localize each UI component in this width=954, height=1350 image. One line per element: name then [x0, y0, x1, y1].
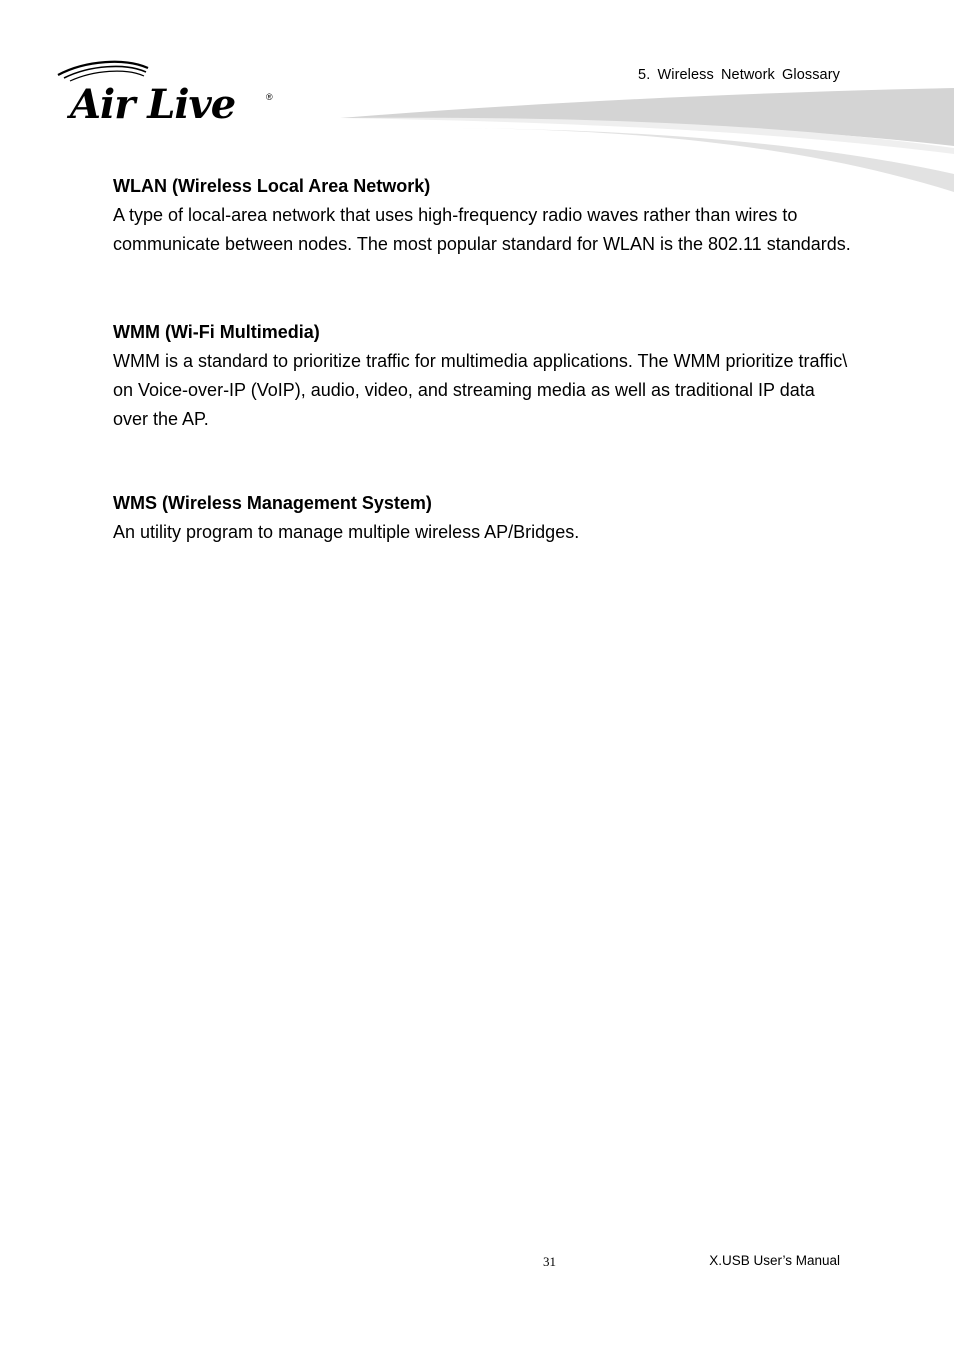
entry-body: An utility program to manage multiple wireless AP/Bridges. — [113, 522, 580, 542]
glossary-entry-wms — [113, 490, 853, 547]
entry-body: A type of local-area network that uses high-frequency radio waves rather than wires to communicate between nodes. The most popular standard for WLAN is the 802.11 standards. — [113, 205, 851, 254]
entry-body: WMM is a standard to prioritize traffic for multimedia applications. The WMM prioritize traffic\ on Voice-over-IP (VoIP), audio, video, and streaming media as well as traditional IP data over the AP. — [113, 351, 848, 429]
entry-title: WLAN (Wireless Local Area Network) — [113, 176, 431, 196]
page-number: 31 — [543, 1254, 556, 1269]
section-label: 5. Wireless Network Glossary — [638, 67, 840, 83]
glossary-entry-wmm — [113, 319, 853, 434]
glossary-content — [113, 173, 853, 547]
glossary-entry-wlan — [113, 173, 853, 259]
entry-title: WMM (Wi-Fi Multimedia) — [113, 322, 320, 342]
svg-text:Air Live: Air Live — [70, 81, 236, 124]
entry-title: WMS (Wireless Management System) — [113, 493, 432, 513]
svg-text:®: ® — [266, 92, 273, 102]
airlive-logo-icon — [56, 58, 282, 124]
manual-title: X.USB User’s Manual — [709, 1253, 840, 1268]
